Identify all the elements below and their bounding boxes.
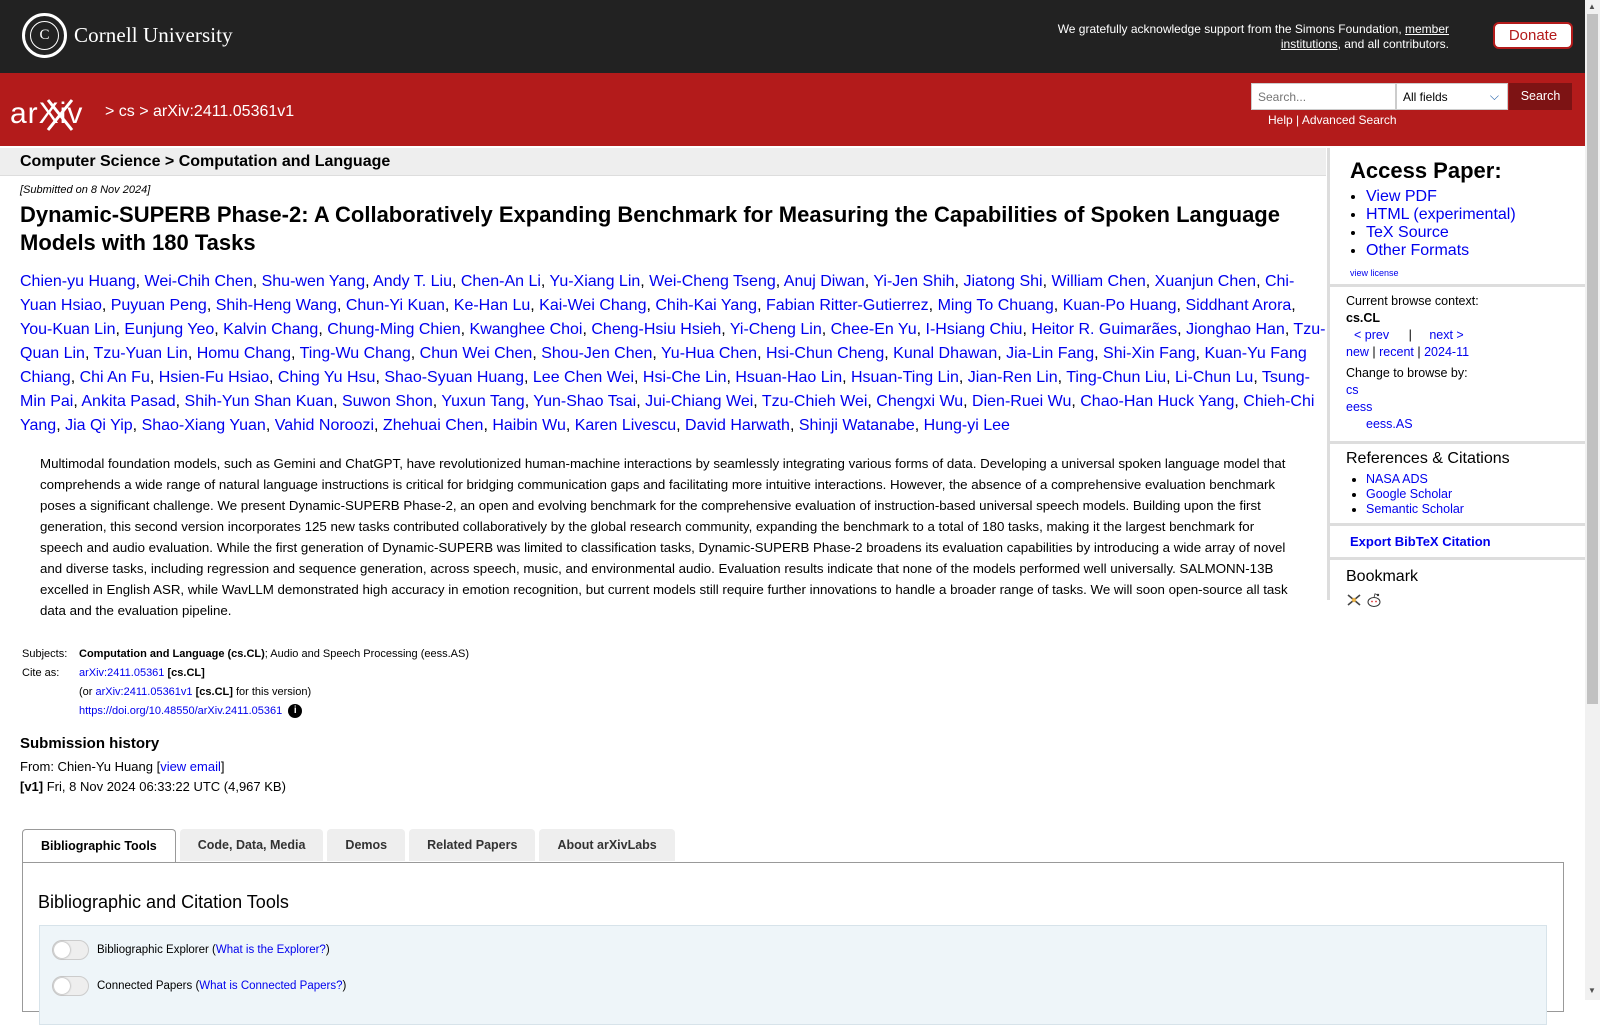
author-link[interactable]: Eunjung Yeo	[124, 321, 215, 338]
author-link[interactable]: Homu Chang	[196, 345, 291, 362]
top-bar	[0, 0, 1585, 73]
author-link[interactable]: Kunal Dhawan	[893, 345, 998, 362]
help-link[interactable]: Help	[1268, 113, 1293, 127]
author-link[interactable]: Shih-Heng Wang	[215, 297, 337, 314]
author-link[interactable]: Shih-Yun Shan Kuan	[184, 393, 334, 410]
author-link[interactable]: Hsi-Che Lin	[642, 369, 727, 386]
author-link[interactable]: Ting-Chun Liu	[1066, 369, 1167, 386]
author-link[interactable]: Yi-Jen Shih	[873, 273, 955, 290]
view-email-link[interactable]: view email	[160, 759, 221, 774]
from-line: From: Chien-Yu Huang [view email]	[20, 759, 225, 774]
author-link[interactable]: Jionghao Han	[1186, 321, 1285, 338]
tab-related-papers[interactable]: Related Papers	[409, 829, 535, 861]
author-link[interactable]: Chen-An Li	[460, 273, 541, 290]
author-link[interactable]: Chi An Fu	[79, 369, 150, 386]
author-link[interactable]: Tzu-Chieh Wei	[761, 393, 868, 410]
browse-eess-as-link[interactable]: eess.AS	[1366, 417, 1413, 431]
panel-title: Bibliographic and Citation Tools	[38, 892, 289, 912]
author-link[interactable]: Yu-Xiang Lin	[549, 273, 641, 290]
cite-id-link[interactable]: arXiv:2411.05361	[79, 667, 165, 679]
author-link[interactable]: Jia-Lin Fang	[1006, 345, 1095, 362]
html-experimental-link[interactable]: HTML (experimental)	[1366, 206, 1516, 223]
author-link[interactable]: Zhehuai Chen	[382, 417, 484, 434]
next-link[interactable]: next >	[1429, 328, 1464, 342]
view-pdf-link[interactable]: View PDF	[1366, 188, 1437, 205]
author-link[interactable]: Anuj Diwan	[783, 273, 865, 290]
browse-cs-link[interactable]: cs	[1346, 383, 1359, 397]
author-link[interactable]: Chao-Han Huck Yang	[1080, 393, 1235, 410]
scroll-down-icon[interactable]: ▼	[1588, 986, 1596, 995]
author-link[interactable]: Chee-En Yu	[830, 321, 917, 338]
search-button[interactable]: Search	[1509, 83, 1572, 110]
author-link[interactable]: William Chen	[1051, 273, 1146, 290]
author-link[interactable]: Chi-Yuan Hsiao	[20, 273, 1295, 314]
author-link[interactable]: Vahid Noroozi	[274, 417, 375, 434]
prev-link[interactable]: < prev	[1354, 328, 1390, 342]
author-link[interactable]: Hsuan-Ting Lin	[851, 369, 959, 386]
author-link[interactable]: Shi-Xin Fang	[1103, 345, 1196, 362]
bibliographic-explorer-row: Bibliographic Explorer ( What is the Explorer? )	[52, 940, 330, 960]
nasa-ads-link[interactable]: NASA ADS	[1366, 472, 1428, 486]
author-link[interactable]: Yuxun Tang	[441, 393, 525, 410]
author-link[interactable]: Jia Qi Yip	[65, 417, 133, 434]
author-link[interactable]: Kwanghee Choi	[469, 321, 583, 338]
what-is-explorer-link[interactable]: What is the Explorer?	[215, 944, 326, 956]
author-link[interactable]: Suwon Shon	[342, 393, 433, 410]
author-link[interactable]: Yun-Shao Tsai	[533, 393, 637, 410]
access-links	[1330, 188, 1585, 260]
view-license-link[interactable]: view license	[1350, 268, 1399, 278]
member-institutions-link[interactable]: member institutions	[1280, 22, 1449, 51]
bookmark-section	[1330, 568, 1585, 620]
author-link[interactable]: Hsien-Fu Hsiao	[158, 369, 270, 386]
submission-history	[20, 757, 286, 797]
author-link[interactable]: Hsuan-Hao Lin	[735, 369, 843, 386]
labs-tabs	[22, 829, 679, 862]
author-link[interactable]: Puyuan Peng	[110, 297, 207, 314]
author-link[interactable]: Kuan-Yu Fang Chiang	[20, 345, 1307, 386]
bibtex-section	[1330, 526, 1585, 560]
author-link[interactable]: Ke-Han Lu	[453, 297, 531, 314]
what-is-connected-papers-link[interactable]: What is Connected Papers?	[199, 980, 343, 992]
author-link[interactable]: Jui-Chiang Wei	[645, 393, 754, 410]
author-link[interactable]: Chun-Yi Kuan	[345, 297, 445, 314]
arxiv-logo[interactable]	[10, 94, 102, 134]
help-links: Help | Advanced Search	[1268, 113, 1397, 127]
author-link[interactable]: Wei-Chih Chen	[144, 273, 253, 290]
author-link[interactable]: Li-Chun Lu	[1175, 369, 1254, 386]
author-link[interactable]: Chien-yu Huang	[20, 273, 136, 290]
author-link[interactable]: David Harwath	[685, 417, 790, 434]
tab-demos[interactable]: Demos	[327, 829, 405, 861]
page-scrollbar[interactable]	[1585, 0, 1600, 1000]
author-link[interactable]: Dien-Ruei Wu	[972, 393, 1072, 410]
author-link[interactable]: Chung-Ming Chien	[327, 321, 461, 338]
cite-as-label: Cite as:	[22, 667, 60, 679]
author-link[interactable]: Siddhant Arora	[1185, 297, 1292, 314]
author-link[interactable]: Fabian Ritter-Gutierrez	[765, 297, 929, 314]
access-paper-section	[1330, 158, 1585, 287]
bibliographic-explorer-toggle[interactable]	[52, 940, 89, 960]
connected-papers-row: Connected Papers ( What is Connected Papers? )	[52, 976, 346, 996]
author-link[interactable]: Shou-Jen Chen	[541, 345, 653, 362]
breadcrumb[interactable]: > cs > arXiv:2411.05361v1	[105, 103, 295, 120]
author-link[interactable]: Tzu-Quan Lin	[20, 321, 1326, 362]
author-link[interactable]: Ming To Chuang	[937, 297, 1054, 314]
cornell-seal-icon: C	[22, 13, 67, 58]
author-link[interactable]: Chun Wei Chen	[419, 345, 533, 362]
access-paper-title: Access Paper:	[1350, 158, 1502, 183]
month-link[interactable]: 2024-11	[1424, 345, 1470, 359]
browse-eess-link[interactable]: eess	[1346, 400, 1373, 414]
author-link[interactable]: Chieh-Chi Yang	[20, 393, 1315, 434]
author-link[interactable]: Shinji Watanabe	[798, 417, 915, 434]
author-link[interactable]: Yu-Hua Chen	[661, 345, 758, 362]
paper-title: Dynamic-SUPERB Phase-2: A Collaboratively Expanding Benchmark for Measuring the Capabilities of Spoken Language Models with 180 Tasks	[20, 202, 1280, 255]
browse-list-links: new | recent | 2024-11	[1346, 345, 1470, 359]
author-link[interactable]: Ching Yu Hsu	[277, 369, 376, 386]
bookmark-icons	[1346, 592, 1585, 620]
browse-nav: < prev | next >	[1354, 328, 1464, 342]
cornell-logo[interactable]	[22, 13, 233, 58]
connected-papers-toggle[interactable]	[52, 976, 89, 996]
tab-code-data-media[interactable]: Code, Data, Media	[180, 829, 324, 861]
author-link[interactable]: Jian-Ren Lin	[967, 369, 1058, 386]
cite-version-link[interactable]: arXiv:2411.05361v1	[95, 686, 193, 698]
doi-link[interactable]: https://doi.org/10.48550/arXiv.2411.05361	[79, 705, 283, 717]
browse-context-section: Current browse context: cs.CL < prev | next > new | recent | 2024-11 Change to browse by: cs eess eess.AS	[1330, 287, 1585, 444]
search-input[interactable]	[1251, 83, 1396, 110]
cornell-name: Cornell University	[74, 23, 233, 47]
author-link[interactable]: Ting-Wu Chang	[299, 345, 411, 362]
google-scholar-link[interactable]: Google Scholar	[1366, 487, 1453, 501]
tab-about-arxivlabs[interactable]: About arXivLabs	[539, 829, 674, 861]
advanced-search-link[interactable]: Advanced Search	[1301, 113, 1397, 127]
author-link[interactable]: Heitor R. Guimarães	[1031, 321, 1178, 338]
info-icon[interactable]: i	[288, 704, 302, 718]
subjects-label: Subjects:	[22, 648, 68, 660]
author-link[interactable]: Shu-wen Yang	[261, 273, 366, 290]
author-link[interactable]: Tsung-Min Pai	[20, 369, 1310, 410]
recent-link[interactable]: recent	[1379, 345, 1414, 359]
reddit-icon[interactable]	[1366, 592, 1382, 608]
author-link[interactable]: Xuanjun Chen	[1154, 273, 1257, 290]
author-link[interactable]: Tzu-Yuan Lin	[93, 345, 188, 362]
author-link[interactable]: Hung-yi Lee	[923, 417, 1010, 434]
support-message: We gratefully acknowledge support from the Simons Foundation, member institutions, and all contributors.	[1057, 22, 1449, 51]
author-link[interactable]: Hsi-Chun Cheng	[765, 345, 885, 362]
author-link[interactable]: Wei-Cheng Tseng	[649, 273, 776, 290]
references-links	[1330, 472, 1585, 517]
version-line: [v1] Fri, 8 Nov 2024 06:33:22 UTC (4,967 KB)	[20, 779, 286, 794]
other-formats-link[interactable]: Other Formats	[1366, 242, 1470, 259]
search-field-select[interactable]: All fields ⌵	[1396, 83, 1508, 110]
author-link[interactable]: Kai-Wei Chang	[539, 297, 647, 314]
author-link[interactable]: I-Hsiang Chiu	[925, 321, 1023, 338]
chevron-down-icon: ⌵	[1489, 89, 1499, 103]
paper-metadata	[20, 645, 471, 721]
author-link[interactable]: Kalvin Chang	[223, 321, 319, 338]
author-link[interactable]: Karen Livescu	[574, 417, 677, 434]
tab-bibliographic-tools[interactable]: Bibliographic Tools	[22, 829, 176, 863]
author-list: Chien-yu Huang, Wei-Chih Chen, Shu-wen Yang, Andy T. Liu, Chen-An Li, Yu-Xiang Lin, Wei-Cheng Tseng, Anuj Diwan, Yi-Jen Shih, Jiatong Shi, William Chen, Xuanjun Chen, Chi-Yuan Hsiao, Puyuan Peng, Shih-Heng Wang, Chun-Yi Kuan, Ke-Han Lu, Kai-Wei Chang, Chih-Kai Yang, Fabian Ritter-Gutierrez, Ming To Chuang, Kuan-Po Huang, Siddhant Arora, You-Kuan Lin, Eunjung Yeo, Kalvin Chang, Chung-Ming Chien, Kwanghee Choi, Cheng-Hsiu Hsieh, Yi-Cheng Lin, Chee-En Yu, I-Hsiang Chiu, Heitor R. Guimarães, Jionghao Han, Tzu-Quan Lin, Tzu-Yuan Lin, Homu Chang, Ting-Wu Chang, Chun Wei Chen, Shou-Jen Chen, Yu-Hua Chen, Hsi-Chun Cheng, Kunal Dhawan, Jia-Lin Fang, Shi-Xin Fang, Kuan-Yu Fang Chiang, Chi An Fu, Hsien-Fu Hsiao, Ching Yu Hsu, Shao-Syuan Huang, Lee Chen Wei, Hsi-Che Lin, Hsuan-Hao Lin, Hsuan-Ting Lin, Jian-Ren Lin, Ting-Chun Liu, Li-Chun Lu, Tsung-Min Pai, Ankita Pasad, Shih-Yun Shan Kuan, Suwon Shon, Yuxun Tang, Yun-Shao Tsai, Jui-Chiang Wei, Tzu-Chieh Wei, Chengxi Wu, Dien-Ruei Wu, Chao-Han Huck Yang, Chieh-Chi Yang, Jia Qi Yip, Shao-Xiang Yuan, Vahid Noroozi, Zhehuai Chen, Haibin Wu, Karen Livescu, David Harwath, Shinji Watanabe, Hung-yi Lee	[20, 273, 1326, 434]
bookmark-title: Bookmark	[1346, 568, 1419, 585]
author-link[interactable]: Shao-Xiang Yuan	[141, 417, 266, 434]
references-title: References & Citations	[1346, 450, 1510, 467]
abstract: Multimodal foundation models, such as Gemini and ChatGPT, have revolutionized human-machine interactions by seamlessly integrating various forms of data. Developing a universal spoken language model that comprehends a wide range of natural language instructions is critical for bridging communication gaps and facilitating more intuitive interactions. However, the absence of a comprehensive evaluation benchmark poses a significant challenge. We present Dynamic-SUPERB Phase-2, an open and evolving benchmark for the comprehensive evaluation of instruction-based universal speech models. Building upon the first generation, this second version incorporates 125 new tasks contributed collaboratively by the global research community, expanding the benchmark to a total of 180 tasks, making it the largest benchmark for speech and audio evaluation. While the first generation of Dynamic-SUPERB was limited to classification tasks, Dynamic-SUPERB Phase-2 broadens its evaluation capabilities by introducing a wide array of novel and diverse tasks, including regression and sequence generation, across speech, music, and environmental audio. Evaluation results indicate that none of the models performed well universally. SALMONN-13B excelled in English ASR, while WavLLM demonstrated high accuracy in emotion recognition, but current models still require further innovations to handle a broader range of tasks. We will soon open-source all task data and the evaluation pipeline.	[40, 456, 1288, 618]
author-link[interactable]: Haibin Wu	[492, 417, 566, 434]
author-link[interactable]: Cheng-Hsiu Hsieh	[591, 321, 722, 338]
export-bibtex-link[interactable]: Export BibTeX Citation	[1350, 534, 1491, 549]
new-link[interactable]: new	[1346, 345, 1369, 359]
scroll-up-icon[interactable]: ▲	[1588, 2, 1596, 11]
author-link[interactable]: Andy T. Liu	[373, 273, 452, 290]
browse-context: cs.CL	[1346, 311, 1381, 325]
bibsonomy-icon[interactable]	[1346, 592, 1362, 608]
semantic-scholar-link[interactable]: Semantic Scholar	[1366, 502, 1464, 516]
tool-box	[39, 925, 1547, 1025]
submission-date: [Submitted on 8 Nov 2024]	[20, 184, 151, 196]
subject-header: Computer Science > Computation and Language	[0, 148, 1326, 176]
author-link[interactable]: Yi-Cheng Lin	[729, 321, 822, 338]
subjects-value: Computation and Language (cs.CL); Audio and Speech Processing (eess.AS)	[79, 648, 470, 660]
scroll-thumb[interactable]	[1587, 14, 1598, 704]
author-link[interactable]: You-Kuan Lin	[20, 321, 116, 338]
tex-source-link[interactable]: TeX Source	[1366, 224, 1449, 241]
arxiv-header	[0, 73, 1585, 146]
author-link[interactable]: Jiatong Shi	[963, 273, 1043, 290]
author-link[interactable]: Chih-Kai Yang	[655, 297, 758, 314]
doi-row	[77, 702, 471, 721]
author-link[interactable]: Lee Chen Wei	[532, 369, 634, 386]
author-link[interactable]: Ankita Pasad	[81, 393, 176, 410]
svg-text:arXiv: arXiv	[10, 97, 84, 130]
cite-version: (or arXiv:2411.05361v1 [cs.CL] for this version)	[79, 686, 312, 698]
author-link[interactable]: Chengxi Wu	[876, 393, 964, 410]
donate-button[interactable]: Donate	[1493, 22, 1573, 49]
references-section	[1330, 450, 1585, 526]
submission-history-title: Submission history	[20, 735, 160, 752]
author-link[interactable]: Kuan-Po Huang	[1062, 297, 1177, 314]
bibliographic-tools-panel	[22, 862, 1564, 1012]
cite-as-value: arXiv:2411.05361 [cs.CL]	[79, 667, 205, 679]
right-sidebar	[1327, 148, 1585, 600]
author-link[interactable]: Shao-Syuan Huang	[384, 369, 524, 386]
